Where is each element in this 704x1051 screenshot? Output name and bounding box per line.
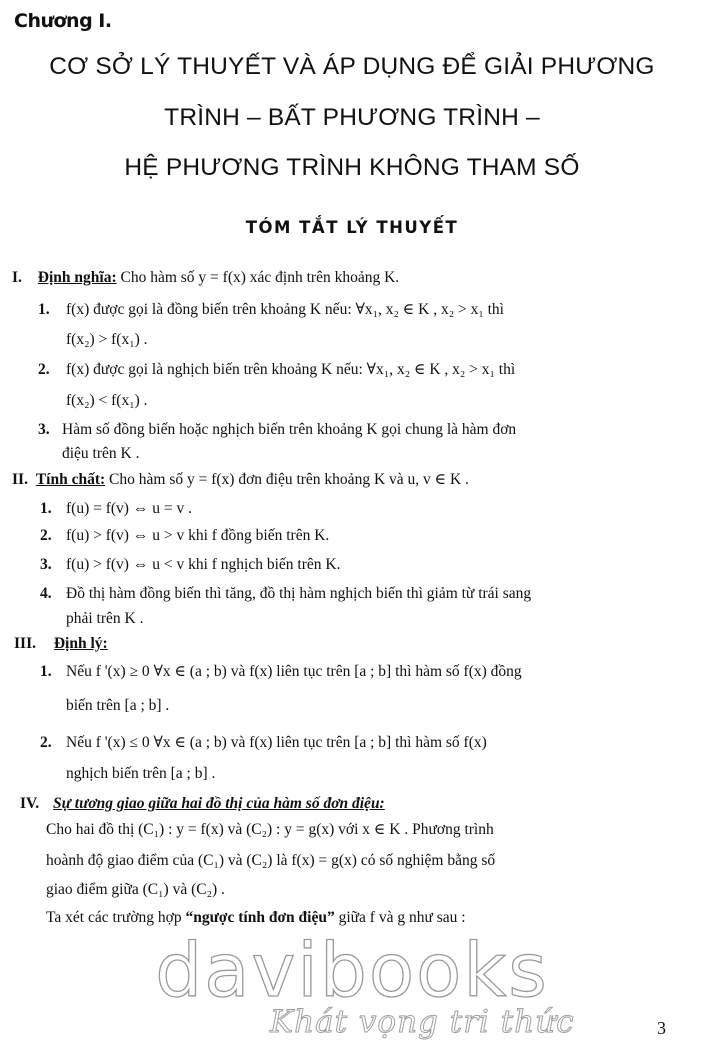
s1-item-3-text: Hàm số đồng biến hoặc nghịch biến trên khoảng K gọi chung là hàm đơn (62, 421, 517, 438)
page-number: 3 (657, 1018, 666, 1038)
s1-item-1-line-1 (38, 300, 504, 320)
s3-item-2-num: 2. (40, 734, 52, 751)
s1-item-1-line-2: f(x₂) > f(x₁) . (66, 331, 148, 348)
s2-item-4-num: 4. (40, 585, 52, 602)
section-3-label: III. (14, 635, 36, 652)
s1-item-2-text: f(x) được gọi là nghịch biến trên khoảng K nếu: ∀x₁, x₂ ∈ K , x₂ > x₁ thì (66, 361, 516, 378)
section-1-text: Cho hàm số y = f(x) xác định trên khoảng K. (116, 269, 400, 286)
s3-item-1-line-1 (40, 662, 522, 682)
section-4-label: IV. (20, 795, 40, 812)
s4-p4-pre: Ta xét các trường hợp (46, 909, 186, 926)
s1-item-3-num: 3. (38, 421, 50, 438)
s2-item-4-text: Đồ thị hàm đồng biến thì tăng, đồ thị hàm nghịch biến thì giảm từ trái sang (66, 585, 532, 602)
s3-item-2-line-1 (40, 733, 487, 753)
s2-item-4-line-1 (40, 584, 531, 604)
section-1-header (12, 268, 399, 288)
section-2-text: Cho hàm số y = f(x) đơn điệu trên khoảng K và u, v ∈ K . (105, 471, 469, 488)
s4-p4-quote: “ngược tính đơn điệu” (185, 909, 335, 926)
s1-item-2-line-2: f(x₂) < f(x₁) . (66, 392, 148, 409)
s2-item-3 (40, 555, 340, 575)
section-2-heading: Tính chất: (35, 471, 106, 488)
s1-item-2-num: 2. (38, 361, 50, 378)
s4-paragraph-line-3: giao điểm giữa (C₁) và (C₂) . (46, 881, 225, 898)
section-1-heading: Định nghĩa: (37, 269, 117, 286)
s3-item-2-text: Nếu f '(x) ≤ 0 ∀x ∈ (a ; b) và f(x) liên tục trên [a ; b] thì hàm số f(x) (66, 734, 487, 751)
title-line-3: HỆ PHƯƠNG TRÌNH KHÔNG THAM SỐ (124, 154, 580, 181)
s1-item-1-num: 1. (38, 301, 50, 318)
title-line-2: TRÌNH – BẤT PHƯƠNG TRÌNH – (164, 104, 540, 131)
summary-heading: TÓM TẮT LÝ THUYẾT (245, 218, 459, 237)
section-3-heading: Định lý: (53, 635, 108, 652)
s2-item-1 (40, 499, 192, 519)
s2-item-3-text: f(u) > f(v) ⇔ u < v khi f nghịch biến trên K. (66, 556, 341, 573)
s2-item-1-text: f(u) = f(v) ⇔ u = v . (66, 500, 192, 517)
s2-item-2-text: f(u) > f(v) ⇔ u > v khi f đồng biến trên K. (66, 527, 330, 544)
s3-item-2-line-2: nghịch biến trên [a ; b] . (66, 765, 216, 782)
section-3-header (14, 634, 108, 654)
watermark-slogan: Khát vọng tri thức (270, 1004, 575, 1040)
section-4-heading: Sự tương giao giữa hai đồ thị của hàm số đơn điệu: (52, 795, 385, 812)
s3-item-1-text: Nếu f '(x) ≥ 0 ∀x ∈ (a ; b) và f(x) liên tục trên [a ; b] thì hàm số f(x) đồng (66, 663, 522, 680)
s3-item-1-line-2: biến trên [a ; b] . (66, 697, 170, 714)
s4-paragraph-line-2: hoành độ giao điểm của (C₁) và (C₂) là f(x) = g(x) có số nghiệm bằng số (46, 852, 496, 869)
s1-item-1-text: f(x) được gọi là đồng biến trên khoảng K nếu: ∀x₁, x₂ ∈ K , x₂ > x₁ thì (66, 301, 504, 318)
s2-item-3-num: 3. (40, 556, 52, 573)
section-1-label: I. (12, 269, 22, 286)
s2-item-2 (40, 526, 329, 546)
chapter-label: Chương I. (14, 10, 112, 32)
s1-item-2-line-1 (38, 360, 515, 380)
s1-item-3-line-2: điệu trên K . (62, 445, 140, 462)
s4-p4-post: giữa f và g như sau : (334, 909, 466, 926)
s4-paragraph-line-4 (46, 908, 466, 928)
s2-item-1-num: 1. (40, 500, 52, 517)
s2-item-4-line-2: phải trên K . (66, 610, 144, 627)
section-4-header (20, 794, 385, 814)
section-2-header (12, 470, 469, 490)
watermark-logo: davibooks (155, 928, 549, 1014)
title-line-1: CƠ SỞ LÝ THUYẾT VÀ ÁP DỤNG ĐỂ GIẢI PHƯƠNG (49, 53, 655, 80)
s3-item-1-num: 1. (40, 663, 52, 680)
s1-item-3-line-1 (38, 420, 516, 440)
s4-paragraph-line-1: Cho hai đồ thị (C₁) : y = f(x) và (C₂) : y = g(x) với x ∈ K . Phương trình (46, 821, 494, 838)
s2-item-2-num: 2. (40, 527, 52, 544)
section-2-label: II. (12, 471, 28, 488)
